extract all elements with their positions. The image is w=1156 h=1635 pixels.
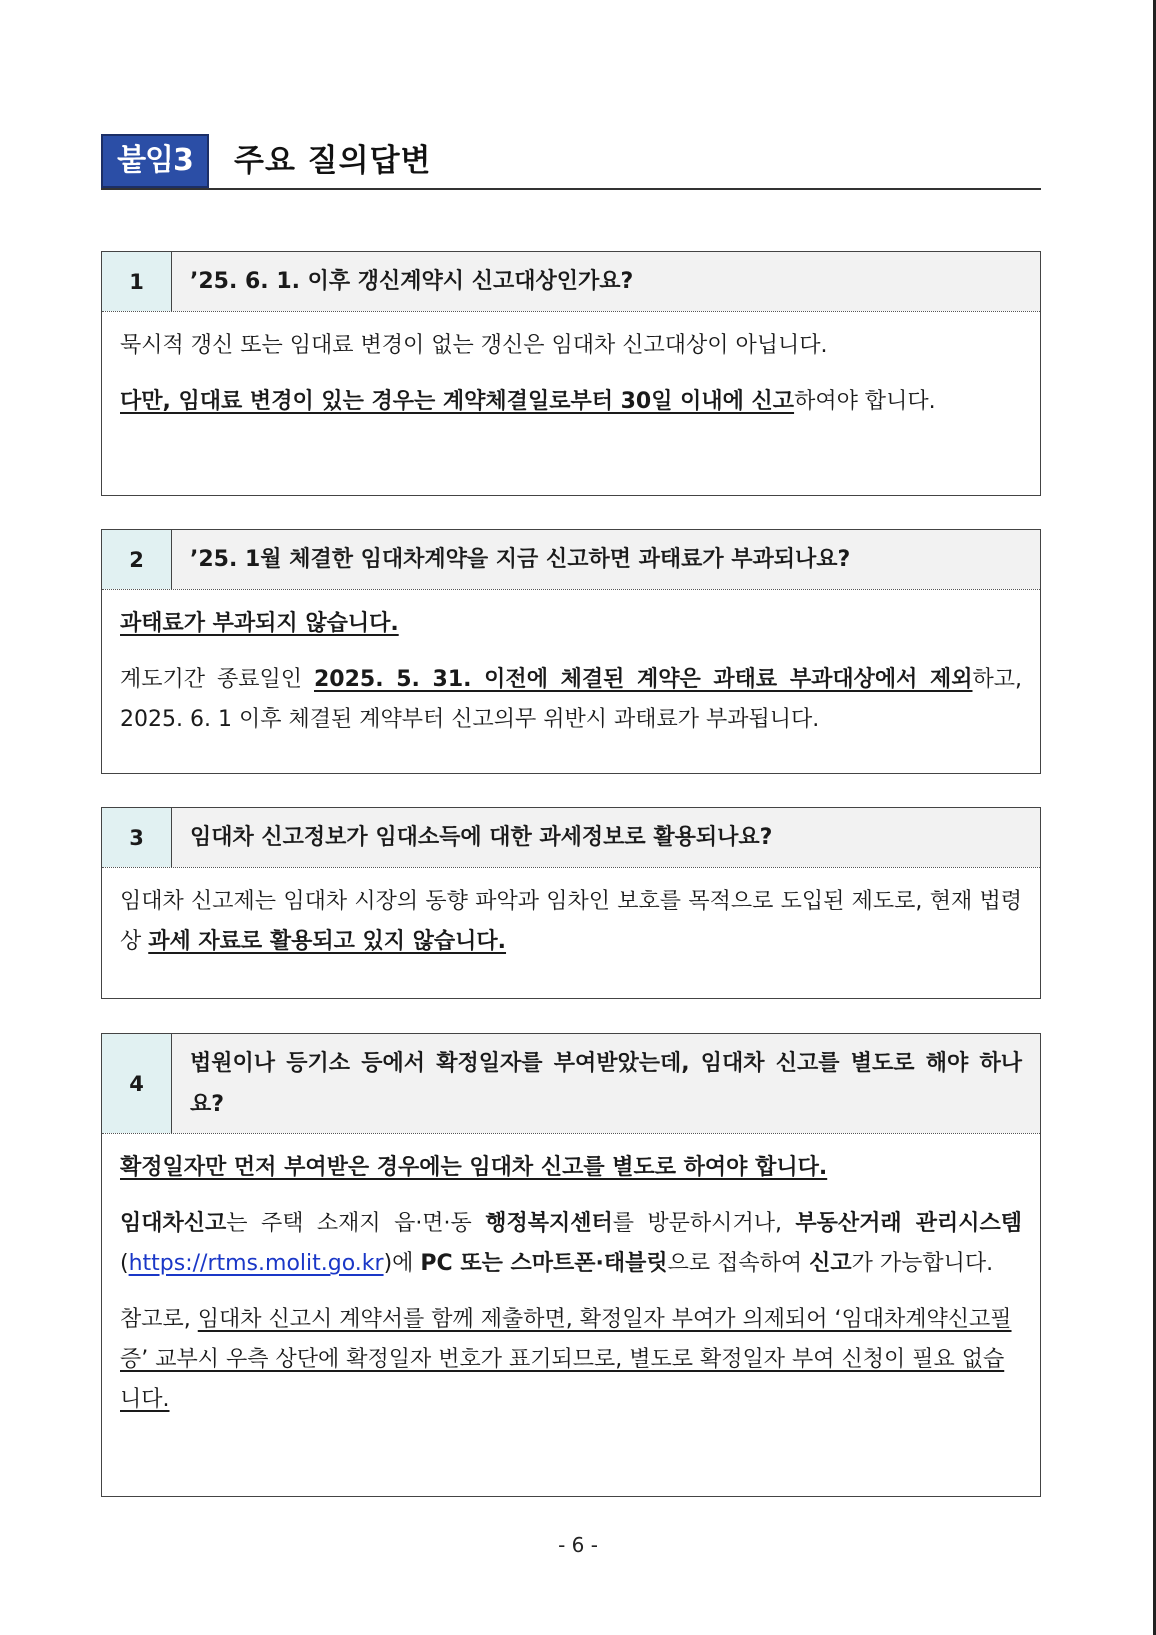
answer-text: 하여야 합니다. [794, 389, 936, 414]
answer-text: 는 주택 소재지 읍·면·동 [226, 1211, 486, 1236]
answer-bold: 부동산거래 관리시스템 [795, 1211, 1022, 1236]
answer-paragraph [120, 604, 1022, 644]
qa-number: 2 [102, 530, 172, 589]
qa-question: 법원이나 등기소 등에서 확정일자를 부여받았는데, 임대차 신고를 별도로 해야 하나요? [172, 1034, 1040, 1133]
qa-item-4 [101, 1033, 1041, 1497]
answer-text: 를 방문하시거나, [612, 1211, 796, 1236]
qa-question-row [102, 530, 1040, 590]
answer-emphasis: 과태료가 부과되지 않습니다. [120, 611, 399, 636]
answer-text: 계도기간 종료일인 [120, 667, 314, 692]
answer-paragraph [120, 1204, 1022, 1284]
qa-item-2 [101, 529, 1041, 774]
answer-bold: PC 또는 스마트폰·태블릿 [420, 1251, 668, 1276]
answer-bold: 임대차신고 [120, 1211, 227, 1236]
answer-text: 가 가능합니다. [851, 1251, 994, 1276]
qa-question-row [102, 1034, 1040, 1134]
qa-question: ’25. 1월 체결한 임대차계약을 지금 신고하면 과태료가 부과되나요? [172, 530, 1040, 589]
answer-paragraph: 묵시적 갱신 또는 임대료 변경이 없는 갱신은 임대차 신고대상이 아닙니다. [120, 333, 828, 358]
qa-answer [102, 312, 1040, 436]
qa-number: 1 [102, 252, 172, 311]
answer-emphasis: 과세 자료로 활용되고 있지 않습니다. [148, 929, 507, 954]
qa-answer [102, 1134, 1040, 1434]
answer-text: 하고, 2025. 6. 1 이후 체결된 계약부터 신고의무 위반시 과태료가 부과됩니다. [120, 667, 1022, 732]
answer-emphasis: 확정일자만 먼저 부여받은 경우에는 임대차 신고를 별도로 하여야 합니다. [120, 1155, 828, 1180]
answer-underline: 임대차 신고시 계약서를 함께 제출하면, 확정일자 부여가 의제되어 ‘임대차계약신고필증’ 교부시 우측 상단에 확정일자 번호가 표기되므로, 별도로 확정일자 부여 신청이 필요 없습니다. [120, 1307, 1012, 1412]
qa-question: ’25. 6. 1. 이후 갱신계약시 신고대상인가요? [172, 252, 1040, 311]
answer-text: 임대차 신고제는 임대차 시장의 동향 파악과 임차인 보호를 목적으로 도입된 제도로, 현재 법령상 [120, 889, 1022, 954]
answer-bold: 행정복지센터 [485, 1211, 613, 1236]
section-title: 주요 질의답변 [234, 143, 432, 179]
qa-item-3 [101, 807, 1041, 999]
qa-answer [102, 590, 1040, 754]
qa-answer [102, 868, 1040, 976]
answer-text: ( [120, 1251, 129, 1276]
section-header [101, 134, 1041, 190]
answer-paragraph [120, 1300, 1022, 1420]
answer-text: 참고로, [120, 1307, 198, 1332]
answer-emphasis: 2025. 5. 31. 이전에 체결된 계약은 과태료 부과대상에서 제외 [314, 667, 973, 692]
page-number: - 6 - [558, 1533, 598, 1557]
qa-item-1 [101, 251, 1041, 496]
answer-bold: 신고 [809, 1251, 852, 1276]
answer-emphasis: 다만, 임대료 변경이 있는 경우는 계약체결일로부터 30일 이내에 신고 [120, 389, 795, 414]
qa-question: 임대차 신고정보가 임대소득에 대한 과세정보로 활용되나요? [172, 808, 1040, 867]
answer-paragraph [120, 660, 1022, 740]
answer-paragraph [120, 1148, 1022, 1188]
answer-paragraph [120, 382, 1022, 422]
answer-text: 으로 접속하여 [667, 1251, 810, 1276]
qa-question-row [102, 808, 1040, 868]
attachment-badge: 붙임3 [101, 134, 209, 188]
answer-text: )에 [383, 1251, 421, 1276]
rtms-link[interactable]: https://rtms.molit.go.kr [128, 1251, 384, 1276]
qa-number: 3 [102, 808, 172, 867]
qa-number: 4 [102, 1034, 172, 1133]
qa-question-row [102, 252, 1040, 312]
answer-paragraph [120, 882, 1022, 962]
